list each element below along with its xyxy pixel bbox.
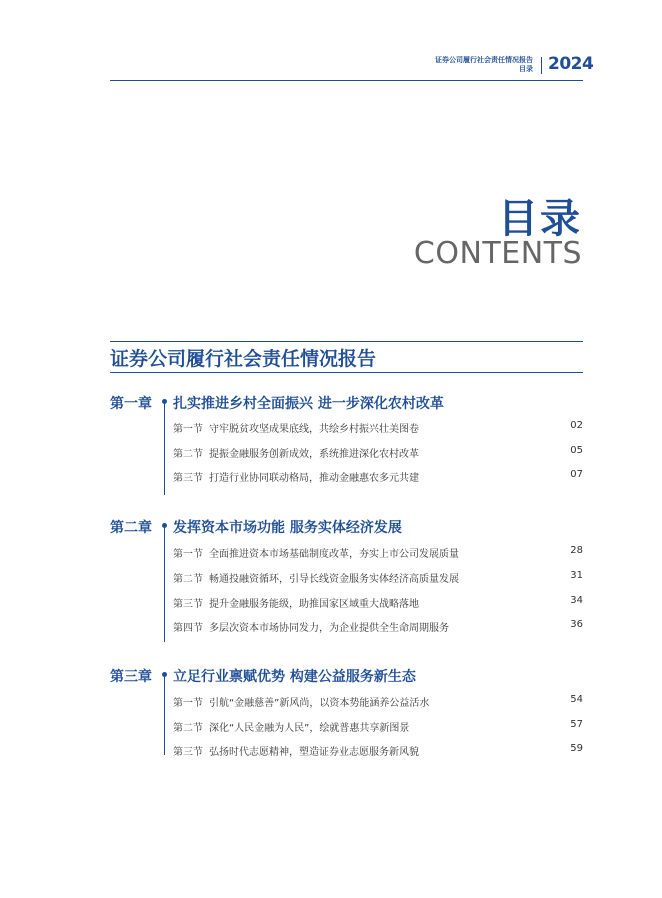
chapter-2-label: 第二章	[110, 520, 152, 536]
chapter-3-line	[164, 674, 165, 755]
toc-entry-text: 提振金融服务创新成效，系统推进深化农村改革	[209, 449, 419, 460]
toc-entry-text: 引航“金融慈善”新风尚，以资本势能涵养公益活水	[209, 698, 430, 709]
chapter-1-dot	[162, 399, 167, 404]
toc-entry[interactable]	[173, 445, 583, 459]
toc-entry-page: 07	[570, 469, 583, 480]
toc-entry-page: 28	[570, 545, 583, 556]
report-title-rule-bottom	[110, 372, 583, 373]
toc-entry[interactable]	[173, 420, 583, 434]
toc-entry-page: 54	[570, 694, 583, 705]
chapter-2-title[interactable]: 发挥资本市场功能 服务实体经济发展	[173, 520, 402, 536]
toc-entry-num: 第一节	[173, 424, 203, 435]
toc-entry-text: 畅通投融资循环，引导长线资金服务实体经济高质量发展	[209, 574, 459, 585]
chapter-3-title[interactable]: 立足行业禀赋优势 构建公益服务新生态	[173, 669, 416, 685]
toc-entry[interactable]	[173, 469, 583, 483]
toc-entry-num: 第一节	[173, 698, 203, 709]
toc-entry-text: 打造行业协同联动格局，推动金融惠农多元共建	[209, 473, 419, 484]
chapter-2-dot	[162, 523, 167, 528]
header-report-name-text: 证券公司履行社会责任情况报告	[435, 56, 533, 64]
toc-entry[interactable]	[173, 719, 583, 733]
toc-entry[interactable]	[173, 619, 583, 633]
report-title-rule-top	[110, 341, 583, 342]
toc-entry-text: 弘扬时代志愿精神，塑造证券业志愿服务新风貌	[209, 747, 419, 758]
header-separator	[541, 57, 542, 74]
toc-entry-num: 第三节	[173, 473, 203, 484]
chapter-1-title[interactable]: 扎实推进乡村全面振兴 进一步深化农村改革	[173, 396, 444, 412]
toc-entry-page: 34	[570, 595, 583, 606]
header-report-name	[435, 56, 533, 74]
toc-entry-page: 05	[570, 445, 583, 456]
toc-entry-text: 全面推进资本市场基础制度改革，夯实上市公司发展质量	[209, 549, 459, 560]
toc-entry-num: 第三节	[173, 599, 203, 610]
toc-entry-num: 第二节	[173, 449, 203, 460]
toc-entry[interactable]	[173, 595, 583, 609]
chapter-3-dot	[162, 672, 167, 677]
chapter-1-line	[164, 401, 165, 495]
report-title: 证券公司履行社会责任情况报告	[110, 348, 377, 370]
chapter-3-label: 第三章	[110, 669, 152, 685]
chapter-2-line	[164, 525, 165, 642]
toc-entry-page: 02	[570, 420, 583, 431]
header-year: 2024	[548, 54, 594, 74]
toc-entry-text: 提升金融服务能级，助推国家区域重大战略落地	[209, 599, 419, 610]
header-rule	[110, 80, 583, 81]
toc-entry[interactable]	[173, 743, 583, 757]
toc-entry[interactable]	[173, 570, 583, 584]
toc-entry-page: 59	[570, 743, 583, 754]
page-subtitle: CONTENTS	[413, 236, 582, 271]
chapter-1-label: 第一章	[110, 396, 152, 412]
toc-entry-text: 守牢脱贫攻坚成果底线，共绘乡村振兴壮美图卷	[209, 424, 419, 435]
toc-entry-text: 多层次资本市场协同发力，为企业提供全生命周期服务	[209, 623, 449, 634]
toc-entry[interactable]	[173, 545, 583, 559]
toc-entry-page: 57	[570, 719, 583, 730]
toc-entry-page: 31	[570, 570, 583, 581]
toc-entry-num: 第三节	[173, 747, 203, 758]
toc-entry-text: 深化“人民金融为人民”，绘就普惠共享新图景	[209, 723, 410, 734]
header-section-text: 目录	[519, 65, 533, 73]
toc-entry-page: 36	[570, 619, 583, 630]
toc-entry[interactable]	[173, 694, 583, 708]
toc-entry-num: 第一节	[173, 549, 203, 560]
toc-entry-num: 第二节	[173, 723, 203, 734]
toc-entry-num: 第二节	[173, 574, 203, 585]
toc-entry-num: 第四节	[173, 623, 203, 634]
page-title: 目录	[498, 196, 582, 242]
